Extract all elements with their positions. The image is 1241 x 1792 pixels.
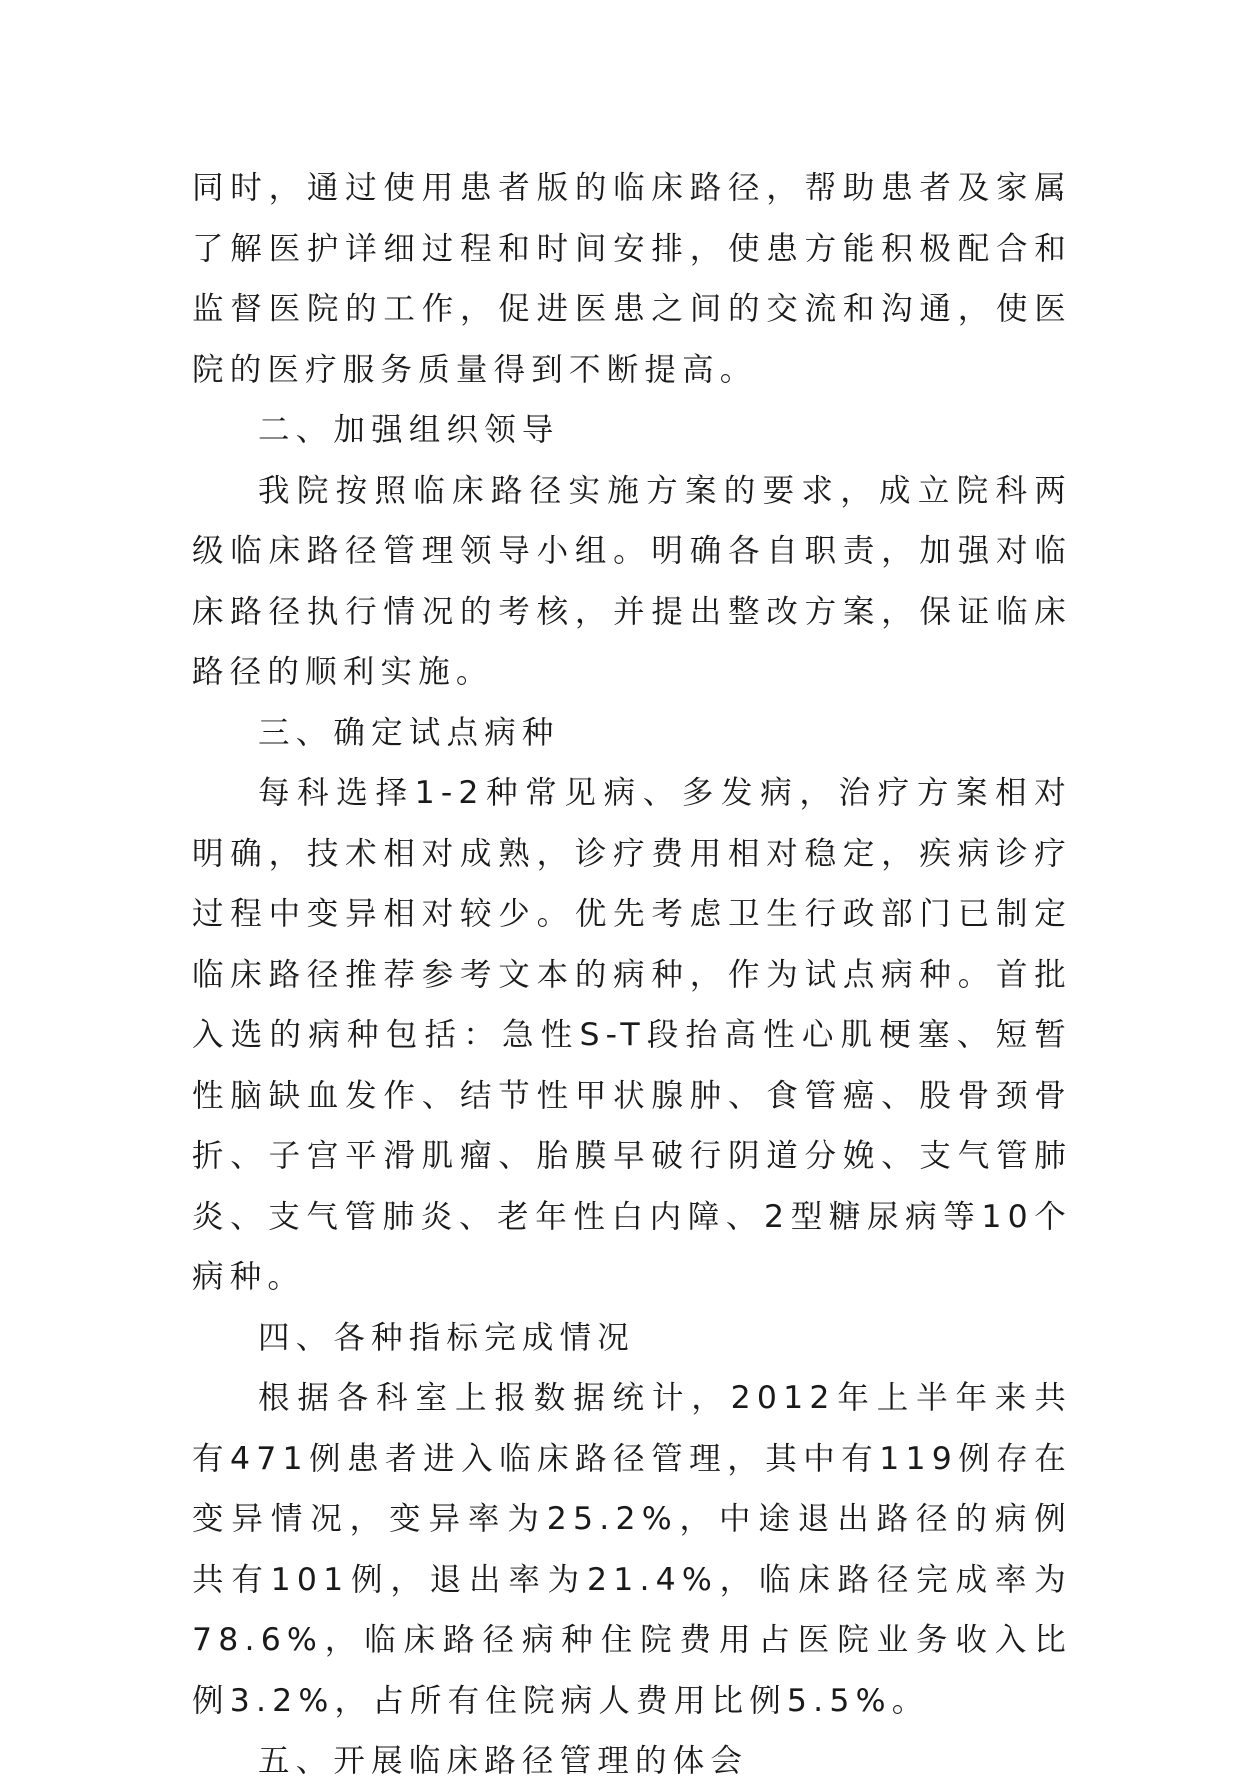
paragraph-section-2: 我院按照临床路径实施方案的要求，成立院科两级临床路径管理领导小组。明确各自职责，加强对临床路径执行情况的考核，并提出整改方案，保证临床路径的顺利实施。: [192, 472, 1072, 690]
paragraph-section-3: 每科选择1-2种常见病、多发病，治疗方案相对明确，技术相对成熟，诊疗费用相对稳定，疾病诊疗过程中变异相对较少。优先考虑卫生行政部门已制定临床路径推荐参考文本的病种，作为试点病种。首批入选的病种包括：急性S-T段抬高性心肌梗塞、短暂性脑缺血发作、结节性甲状腺肿、食管癌、股骨颈骨折、子宫平滑肌瘤、胎膜早破行阴道分娩、支气管肺炎、支气管肺炎、老年性白内障、2型糖尿病等10个病种。: [192, 775, 1072, 1295]
heading-section-3: 三、确定试点病种: [258, 714, 560, 751]
heading-section-5: 五、开展临床路径管理的体会: [258, 1743, 749, 1779]
heading-section-2: 二、加强组织领导: [258, 412, 560, 448]
document-page: [192, 158, 1072, 1792]
paragraph-intro: 同时，通过使用患者版的临床路径，帮助患者及家属了解医护详细过程和时间安排，使患方能积极配合和监督医院的工作，促进医患之间的交流和沟通，使医院的医疗服务质量得到不断提高。: [192, 170, 1072, 388]
paragraph-section-4: 根据各科室上报数据统计，2012年上半年来共有471例患者进入临床路径管理，其中有119例存在变异情况，变异率为25.2%，中途退出路径的病例共有101例，退出率为21.4%，临床路径完成率为78.6%，临床路径病种住院费用占医院业务收入比例3.2%，占所有住院病人费用比例5.5%。: [192, 1380, 1072, 1719]
heading-section-4: 四、各种指标完成情况: [258, 1319, 636, 1356]
